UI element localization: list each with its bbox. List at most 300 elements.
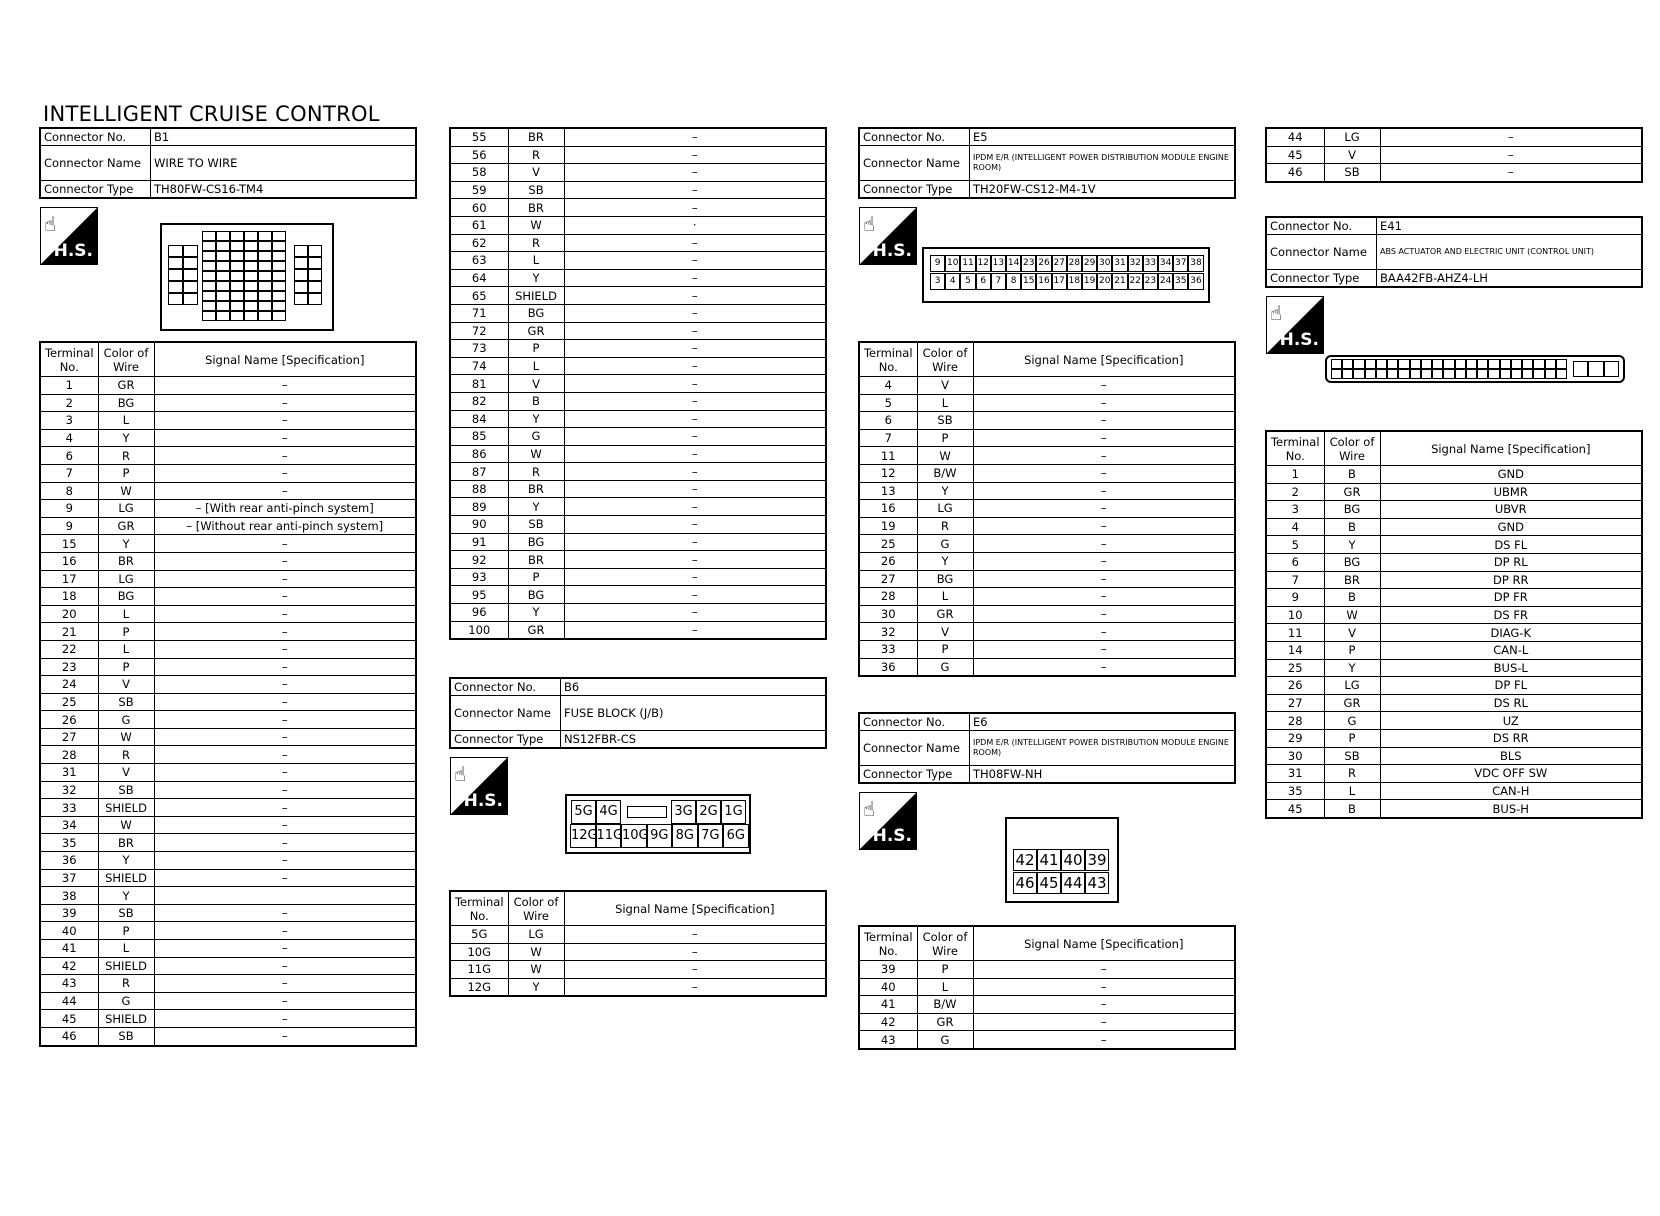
table-row [40,746,416,764]
pin-cell [308,245,322,257]
pin-cell [258,281,272,291]
table-row [450,234,826,252]
signal-name-cell: – [564,551,826,569]
terminal-no-cell: 10 [1266,606,1324,624]
signal-name-cell: – [564,428,826,446]
pin-cell [1545,369,1556,379]
table-row [40,799,416,817]
b1-cont-pin-table [449,127,827,640]
table-row [1266,694,1642,712]
signal-name-cell: – [154,412,416,430]
pin-cell [1545,359,1556,369]
b6-column [449,677,827,749]
table-row [859,429,1235,447]
pin-label: 42 [1013,849,1037,871]
pin-cell [230,231,244,241]
pin-cell [202,231,216,241]
table-row [450,287,826,305]
pin-label: 7G [698,824,724,848]
signal-name-cell: – [564,375,826,393]
table-row [450,498,826,516]
signal-name-cell: – [973,447,1235,465]
pin-cell [244,261,258,271]
wire-color-cell: B [508,392,564,410]
wire-color-cell: V [98,764,154,782]
hand-icon: ☝ [863,797,876,821]
table-row [1266,518,1642,536]
terminal-no-cell: 61 [450,216,508,234]
table-row [450,978,826,996]
terminal-no-cell: 23 [40,658,98,676]
terminal-no-cell: 43 [859,1031,917,1049]
wire-color-cell: P [98,623,154,641]
terminal-no-cell: 5 [1266,536,1324,554]
pin-cell [308,293,322,305]
table-row [1266,501,1642,519]
table-row [859,570,1235,588]
e5-connector-no: E5 [970,128,1236,146]
terminal-no-cell: 16 [859,500,917,518]
wire-color-cell: G [917,1031,973,1049]
table-row [859,447,1235,465]
b1-connector-diagram [160,223,334,331]
wire-color-cell: BG [1324,501,1380,519]
pin-cell [1588,361,1603,377]
pin-cell [202,311,216,321]
wire-color-cell: GR [1324,483,1380,501]
table-row [450,516,826,534]
table-row [40,869,416,887]
signal-name-cell: – [564,978,826,996]
wire-color-cell: V [1324,146,1380,164]
signal-name-cell: GND [1380,466,1642,484]
b1-pin-table [39,341,417,1047]
pin-label: 13 [991,255,1006,272]
signal-name-cell: – [With rear anti-pinch system] [154,500,416,518]
wire-color-cell: BG [98,588,154,606]
pin-label: 6 [976,273,991,290]
pin-cell [258,251,272,261]
wire-color-cell: R [508,234,564,252]
pin-cell [1353,359,1364,369]
terminal-no-cell: 25 [859,535,917,553]
table-row [1266,641,1642,659]
signal-name-cell: – [973,412,1235,430]
hand-icon: ☝ [863,212,876,236]
wire-color-cell: GR [917,1013,973,1031]
terminal-no-cell: 2 [40,394,98,412]
signal-name-cell: – [973,570,1235,588]
table-row [859,978,1235,996]
pin-label: 5 [960,273,975,290]
wire-color-cell: SB [1324,164,1380,182]
wire-color-cell: P [508,568,564,586]
pin-label: 31 [1112,255,1127,272]
pin-cell [230,301,244,311]
table-row [859,535,1235,553]
signal-name-cell: BLS [1380,747,1642,765]
terminal-no-cell: 5 [859,394,917,412]
pin-label: 11G [596,824,622,848]
table-row [450,568,826,586]
terminal-no-cell: 9 [40,500,98,518]
table-row [859,658,1235,676]
table-row [1266,536,1642,554]
wire-color-cell: B [1324,466,1380,484]
pin-cell [202,261,216,271]
signal-name-cell: CAN-H [1380,782,1642,800]
pin-label: 19 [1082,273,1097,290]
signal-name-cell: – [973,429,1235,447]
terminal-no-cell: 4 [859,377,917,395]
signal-name-header: Signal Name [Specification] [564,891,826,926]
table-row [450,216,826,234]
table-row [1266,466,1642,484]
pin-cell [168,257,183,269]
wire-color-cell: Y [917,482,973,500]
terminal-no-cell: 6 [859,412,917,430]
pin-cell [272,241,286,251]
signal-name-cell: – [564,164,826,182]
pin-cell [183,257,198,269]
pin-label: 16 [1036,273,1051,290]
e5-hs-icon [859,207,917,265]
pin-cell [272,291,286,301]
signal-name-cell: – [564,199,826,217]
wire-color-cell: P [917,640,973,658]
connector-type-label: Connector Type [1266,270,1377,288]
table-row [40,640,416,658]
terminal-no-cell: 28 [40,746,98,764]
pin-cell [244,231,258,241]
pin-cell [168,281,183,293]
connector-type-label: Connector Type [859,181,970,199]
pin-label: 15 [1021,273,1036,290]
connector-name-label: Connector Name [859,146,970,181]
pin-label: 39 [1085,849,1109,871]
pin-label: 17 [1052,273,1067,290]
signal-name-cell: – [154,588,416,606]
table-row [1266,677,1642,695]
signal-name-cell: – [973,464,1235,482]
e41-pin-table-wrap [1265,430,1643,819]
signal-name-cell: – [154,904,416,922]
wire-color-cell: L [508,252,564,270]
table-row [40,1010,416,1028]
signal-name-cell: – [154,781,416,799]
pin-label: 34 [1158,255,1173,272]
terminal-no-cell: 1 [1266,466,1324,484]
pin-cell [1533,369,1544,379]
terminal-no-cell: 31 [40,764,98,782]
pin-cell [1376,359,1387,369]
table-row [40,957,416,975]
pin-cell [308,269,322,281]
pin-cell [1573,361,1588,377]
signal-name-cell: – [564,410,826,428]
signal-name-cell: – [564,357,826,375]
terminal-no-cell: 32 [859,623,917,641]
wire-color-cell: W [508,216,564,234]
pin-cell [244,281,258,291]
e6-pin-table-wrap [858,925,1236,1050]
pin-cell [1556,369,1567,379]
terminal-no-cell: 62 [450,234,508,252]
wire-color-cell: SHIELD [98,799,154,817]
wire-color-cell: LG [98,500,154,518]
terminal-no-cell: 60 [450,199,508,217]
signal-name-cell: – [154,658,416,676]
table-row [40,588,416,606]
pin-cell [183,269,198,281]
signal-name-cell: – [154,799,416,817]
signal-name-cell: – [564,252,826,270]
signal-name-cell: – [154,834,416,852]
terminal-no-cell: 46 [40,1027,98,1045]
terminal-no-cell: 82 [450,392,508,410]
terminal-no-cell: 33 [40,799,98,817]
wire-color-cell: G [98,711,154,729]
signal-name-cell: – [564,445,826,463]
terminal-no-cell: 65 [450,287,508,305]
signal-name-header: Signal Name [Specification] [973,342,1235,377]
terminal-no-cell: 27 [40,728,98,746]
wire-color-cell: BR [508,551,564,569]
pin-cell [168,245,183,257]
table-row [859,1031,1235,1049]
pin-label: 29 [1082,255,1097,272]
wire-color-cell: BR [1324,571,1380,589]
terminal-no-cell: 71 [450,304,508,322]
wire-color-cell: LG [1324,677,1380,695]
wire-color-cell: R [508,146,564,164]
signal-name-cell: – [564,304,826,322]
e41-side-pins [1573,361,1619,377]
color-of-wire-header: Color of Wire [98,342,154,377]
wire-color-cell: B [1324,518,1380,536]
e41-connector-name: ABS ACTUATOR AND ELECTRIC UNIT (CONTROL UNIT) [1377,235,1643,270]
table-row [450,252,826,270]
wire-color-cell: R [98,746,154,764]
pin-cell [168,293,183,305]
table-row [40,975,416,993]
wire-color-cell: Y [98,429,154,447]
hs-label: H.S. [463,791,503,811]
table-row [450,164,826,182]
color-of-wire-header: Color of Wire [1324,431,1380,466]
table-row [1266,800,1642,818]
table-row [450,375,826,393]
terminal-no-cell: 45 [1266,146,1324,164]
wire-color-cell: BG [98,394,154,412]
wire-color-cell: SB [98,904,154,922]
e5-pin-table [858,341,1236,677]
terminal-no-cell: 7 [1266,571,1324,589]
pin-cell [1556,359,1567,369]
pin-cell [272,281,286,291]
table-row [1266,712,1642,730]
terminal-no-cell: 11G [450,961,508,979]
pin-cell [244,291,258,301]
pin-cell [1477,359,1488,369]
signal-name-cell: – [154,764,416,782]
wire-color-cell: SB [98,1027,154,1045]
table-row [1266,747,1642,765]
terminal-no-cell: 87 [450,463,508,481]
terminal-no-header: Terminal No. [40,342,98,377]
terminal-no-cell: 63 [450,252,508,270]
terminal-no-cell: 44 [40,992,98,1010]
wire-color-cell: SB [98,693,154,711]
signal-name-cell: · [564,216,826,234]
wire-color-cell: Y [98,887,154,905]
signal-name-cell: UBVR [1380,501,1642,519]
pin-label: 37 [1173,255,1188,272]
pin-cell [202,271,216,281]
terminal-no-cell: 15 [40,535,98,553]
terminal-no-cell: 55 [450,128,508,146]
terminal-no-cell: 90 [450,516,508,534]
terminal-no-cell: 43 [40,975,98,993]
table-row [40,517,416,535]
signal-name-cell: – [1380,164,1642,182]
terminal-no-cell: 95 [450,586,508,604]
wire-color-cell: GR [98,377,154,395]
signal-name-cell: – [973,482,1235,500]
table-header-row [859,926,1235,961]
signal-name-cell: – [154,922,416,940]
terminal-no-cell: 28 [859,588,917,606]
signal-name-cell: – [154,711,416,729]
pin-cell [230,281,244,291]
terminal-no-cell: 45 [1266,800,1324,818]
pin-cell [1511,369,1522,379]
table-row [859,412,1235,430]
wire-color-cell: SB [98,781,154,799]
pin-label: 3G [671,800,696,824]
pin-label: 7 [991,273,1006,290]
terminal-no-cell: 11 [859,447,917,465]
signal-name-cell: – [564,621,826,639]
table-row [450,586,826,604]
wire-color-cell: GR [1324,694,1380,712]
terminal-no-cell: 35 [40,834,98,852]
pin-label: 8 [1006,273,1021,290]
table-row [450,340,826,358]
wire-color-cell: R [98,447,154,465]
wire-color-cell: W [508,943,564,961]
table-row [40,816,416,834]
wire-color-cell: P [98,922,154,940]
b6-connector-name: FUSE BLOCK (J/B) [561,696,827,731]
signal-name-cell: – [154,693,416,711]
pin-cell [230,251,244,261]
signal-name-cell: – [154,746,416,764]
pin-cell [1353,369,1364,379]
pin-label: 2G [696,800,721,824]
pin-label: 27 [1052,255,1067,272]
wire-color-cell: L [1324,782,1380,800]
pin-cell [202,301,216,311]
wire-color-cell: SB [1324,747,1380,765]
table-row [859,500,1235,518]
pin-label: 21 [1112,273,1127,290]
table-row [859,996,1235,1014]
signal-name-cell [154,887,416,905]
pin-label: 46 [1013,872,1037,894]
signal-name-cell: – [973,658,1235,676]
terminal-no-cell: 4 [40,429,98,447]
terminal-no-header: Terminal No. [1266,431,1324,466]
e6-connector-diagram [1005,817,1119,903]
terminal-no-cell: 8 [40,482,98,500]
table-row [859,640,1235,658]
signal-name-cell: – [154,377,416,395]
signal-name-header: Signal Name [Specification] [973,926,1235,961]
b6-pin-table [449,890,827,997]
connector-name-label: Connector Name [40,146,151,181]
pin-label: 4 [945,273,960,290]
terminal-no-cell: 26 [859,552,917,570]
wire-color-cell: G [1324,712,1380,730]
pin-label: 5G [571,800,596,824]
pin-cell [216,301,230,311]
b6-hs-icon [450,757,508,815]
signal-name-cell: – [973,623,1235,641]
e6-column [858,712,1236,784]
signal-name-cell: – [973,978,1235,996]
terminal-no-cell: 12G [450,978,508,996]
table-row [40,394,416,412]
pin-cell [1421,359,1432,369]
b1-info-table [39,127,417,199]
table-row [450,181,826,199]
wire-color-cell: BR [508,128,564,146]
terminal-no-cell: 100 [450,621,508,639]
terminal-no-cell: 7 [40,464,98,482]
pin-cell [216,311,230,321]
wire-color-cell: BG [508,533,564,551]
b1-side-pins [294,245,322,305]
connector-type-label: Connector Type [450,731,561,749]
hs-label: H.S. [53,241,93,261]
pin-cell [258,301,272,311]
connector-no-label: Connector No. [859,713,970,731]
pin-cell [230,291,244,301]
wire-color-cell: P [1324,729,1380,747]
terminal-no-cell: 2 [1266,483,1324,501]
table-row [450,428,826,446]
e41-connector-type: BAA42FB-AHZ4-LH [1377,270,1643,288]
wire-color-cell: SB [508,181,564,199]
pin-cell [1331,359,1342,369]
key-slot [627,806,667,818]
wire-color-cell: V [508,375,564,393]
terminal-no-cell: 31 [1266,765,1324,783]
terminal-no-cell: 7 [859,429,917,447]
terminal-no-cell: 72 [450,322,508,340]
signal-name-cell: DP FL [1380,677,1642,695]
signal-name-cell: – [564,568,826,586]
table-row [1266,553,1642,571]
pin-cell [308,257,322,269]
wire-color-cell: B/W [917,464,973,482]
table-row [450,199,826,217]
wire-color-cell: W [508,961,564,979]
wire-color-cell: BG [508,304,564,322]
e5-cont-pin-table [1265,127,1643,183]
pin-label: 8G [672,824,698,848]
